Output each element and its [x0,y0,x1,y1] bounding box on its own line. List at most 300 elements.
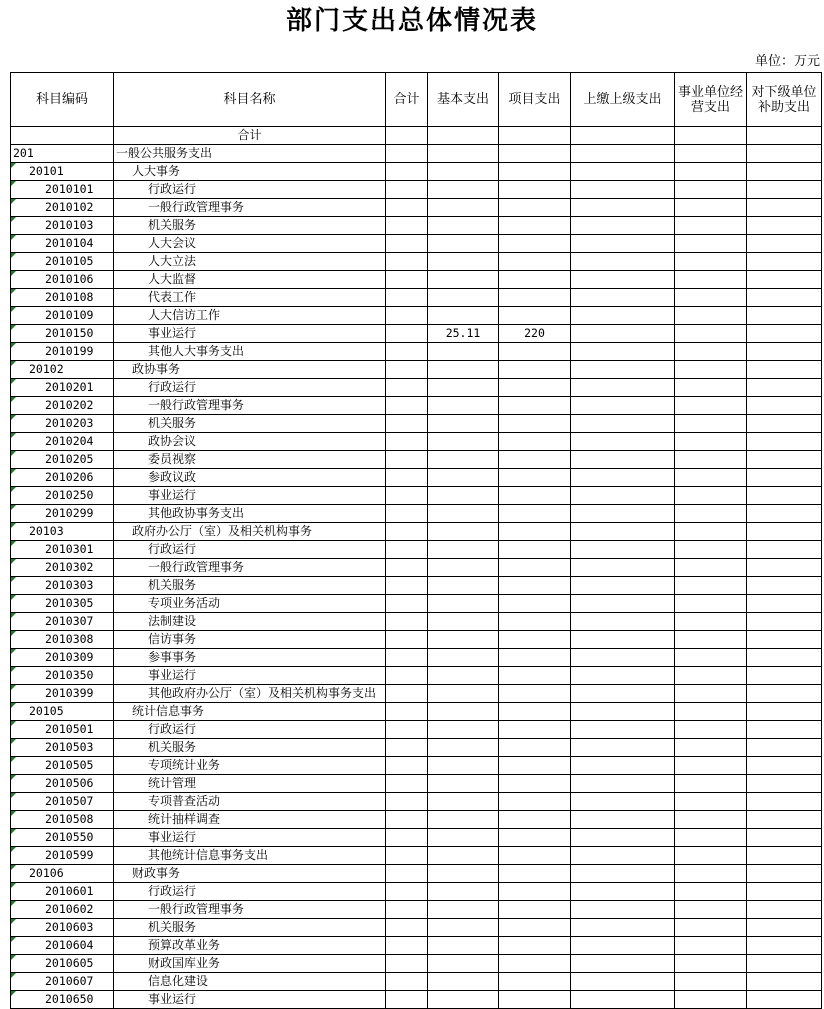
row-project [499,235,571,253]
table-row [11,289,822,307]
row-basic [428,487,499,505]
row-business [675,757,747,775]
row-name: 统计信息事务 [114,703,386,721]
row-business [675,793,747,811]
row-project [499,397,571,415]
row-total [386,775,428,793]
row-project [499,703,571,721]
row-project [499,919,571,937]
row-upper [571,991,675,1009]
row-name: 专项业务活动 [114,595,386,613]
header-business: 事业单位经营支出 [675,73,747,127]
row-code: 2010604 [11,937,114,955]
row-basic: 25.11 [428,325,499,343]
row-total [386,145,428,163]
row-business [675,451,747,469]
row-business [675,703,747,721]
table-row [11,685,822,703]
row-subsidy [747,721,822,739]
row-code: 2010305 [11,595,114,613]
row-total [386,631,428,649]
row-project [499,487,571,505]
row-name: 人大立法 [114,253,386,271]
table-row [11,433,822,451]
row-code: 2010302 [11,559,114,577]
row-total [386,919,428,937]
row-name: 参政议政 [114,469,386,487]
row-basic [428,973,499,991]
row-code: 2010603 [11,919,114,937]
row-code: 2010503 [11,739,114,757]
row-total [386,271,428,289]
row-subsidy [747,253,822,271]
row-basic [428,865,499,883]
table-row [11,829,822,847]
row-basic [428,289,499,307]
row-subsidy [747,685,822,703]
row-subsidy [747,991,822,1009]
row-code: 20105 [11,703,114,721]
row-code: 2010507 [11,793,114,811]
row-business [675,397,747,415]
row-name: 人大信访工作 [114,307,386,325]
row-project [499,217,571,235]
row-name: 法制建设 [114,613,386,631]
table-row [11,217,822,235]
row-total [386,901,428,919]
row-total [386,451,428,469]
row-code: 2010203 [11,415,114,433]
row-business [675,613,747,631]
row-total [386,955,428,973]
header-name: 科目名称 [114,73,386,127]
row-total [386,379,428,397]
row-project [499,271,571,289]
row-subsidy [747,145,822,163]
row-name: 委员视察 [114,451,386,469]
row-code: 2010150 [11,325,114,343]
row-business [675,577,747,595]
row-business [675,631,747,649]
table-row [11,343,822,361]
row-business [675,739,747,757]
row-business [675,811,747,829]
row-upper [571,343,675,361]
row-subsidy [747,469,822,487]
row-code: 2010301 [11,541,114,559]
row-basic [428,793,499,811]
row-code: 2010309 [11,649,114,667]
row-code: 2010201 [11,379,114,397]
row-basic [428,955,499,973]
row-name: 行政运行 [114,883,386,901]
row-upper [571,847,675,865]
row-subsidy [747,829,822,847]
row-name: 事业运行 [114,325,386,343]
table-row [11,379,822,397]
row-subsidy [747,433,822,451]
header-code: 科目编码 [11,73,114,127]
row-basic [428,145,499,163]
row-total [386,793,428,811]
row-business [675,541,747,559]
row-basic [428,523,499,541]
table-row [11,721,822,739]
row-total [386,325,428,343]
row-total [386,937,428,955]
row-business [675,721,747,739]
row-basic [428,271,499,289]
row-business [675,433,747,451]
row-subsidy [747,631,822,649]
row-upper [571,217,675,235]
table-row [11,811,822,829]
row-project [499,541,571,559]
row-subsidy [747,217,822,235]
row-upper [571,289,675,307]
row-total [386,415,428,433]
row-total [386,505,428,523]
row-code: 2010199 [11,343,114,361]
row-business [675,595,747,613]
row-basic [428,757,499,775]
row-total [386,469,428,487]
row-name: 机关服务 [114,577,386,595]
row-subsidy [747,379,822,397]
row-business [675,919,747,937]
row-subsidy [747,937,822,955]
row-subsidy [747,649,822,667]
row-code: 2010102 [11,199,114,217]
row-project [499,685,571,703]
row-code: 2010602 [11,901,114,919]
table-row [11,559,822,577]
row-business [675,973,747,991]
row-total [386,487,428,505]
row-subsidy [747,289,822,307]
row-subsidy [747,181,822,199]
row-name: 机关服务 [114,217,386,235]
row-basic [428,577,499,595]
total-subsidy-cell [747,127,822,145]
table-row [11,505,822,523]
row-upper [571,775,675,793]
table-row [11,667,822,685]
row-name: 政协会议 [114,433,386,451]
header-total: 合计 [386,73,428,127]
row-code: 2010308 [11,631,114,649]
table-row [11,397,822,415]
row-basic [428,595,499,613]
row-project [499,829,571,847]
row-project: 220 [499,325,571,343]
header-row [11,73,822,127]
table-row [11,577,822,595]
row-total [386,829,428,847]
row-code: 2010103 [11,217,114,235]
row-basic [428,307,499,325]
row-name: 政协事务 [114,361,386,379]
row-name: 机关服务 [114,739,386,757]
row-upper [571,811,675,829]
table-row [11,361,822,379]
row-code: 20101 [11,163,114,181]
row-code: 2010399 [11,685,114,703]
row-business [675,991,747,1009]
row-business [675,523,747,541]
row-total [386,883,428,901]
row-project [499,955,571,973]
row-project [499,991,571,1009]
table-row [11,919,822,937]
row-total [386,739,428,757]
row-code: 2010599 [11,847,114,865]
row-upper [571,271,675,289]
row-subsidy [747,811,822,829]
row-project [499,667,571,685]
row-basic [428,847,499,865]
row-code: 2010299 [11,505,114,523]
row-code: 2010105 [11,253,114,271]
table-row [11,757,822,775]
row-project [499,721,571,739]
row-total [386,541,428,559]
row-upper [571,901,675,919]
row-project [499,145,571,163]
row-upper [571,487,675,505]
row-upper [571,721,675,739]
row-upper [571,361,675,379]
header-basic: 基本支出 [428,73,499,127]
row-subsidy [747,541,822,559]
row-project [499,901,571,919]
row-basic [428,685,499,703]
total-label: 合计 [114,127,386,145]
total-basic-cell [428,127,499,145]
row-code: 2010204 [11,433,114,451]
row-upper [571,757,675,775]
row-business [675,307,747,325]
row-business [675,325,747,343]
row-basic [428,433,499,451]
row-name: 其他人大事务支出 [114,343,386,361]
row-name: 人大会议 [114,235,386,253]
header-upper: 上缴上级支出 [571,73,675,127]
row-upper [571,613,675,631]
row-business [675,937,747,955]
row-business [675,955,747,973]
row-basic [428,235,499,253]
row-subsidy [747,973,822,991]
row-business [675,289,747,307]
row-code: 2010508 [11,811,114,829]
table-row [11,631,822,649]
row-upper [571,739,675,757]
row-project [499,307,571,325]
row-subsidy [747,757,822,775]
row-business [675,217,747,235]
row-name: 事业运行 [114,829,386,847]
table-row [11,415,822,433]
row-project [499,847,571,865]
row-business [675,901,747,919]
table-row [11,937,822,955]
row-basic [428,649,499,667]
row-total [386,721,428,739]
row-project [499,883,571,901]
row-upper [571,235,675,253]
row-basic [428,451,499,469]
unit-label: 单位：万元 [754,54,820,69]
table-row [11,973,822,991]
row-code: 2010101 [11,181,114,199]
row-code: 2010601 [11,883,114,901]
row-business [675,253,747,271]
row-business [675,145,747,163]
row-basic [428,991,499,1009]
row-upper [571,199,675,217]
row-business [675,361,747,379]
table-row [11,847,822,865]
table-row [11,451,822,469]
row-code: 2010506 [11,775,114,793]
row-business [675,775,747,793]
table-row [11,325,822,343]
row-project [499,415,571,433]
row-code: 2010307 [11,613,114,631]
row-basic [428,253,499,271]
table-row [11,253,822,271]
table-row [11,739,822,757]
table-row [11,613,822,631]
row-total [386,685,428,703]
table-row [11,541,822,559]
row-upper [571,397,675,415]
row-total [386,217,428,235]
row-total [386,757,428,775]
row-subsidy [747,271,822,289]
row-total [386,343,428,361]
row-total [386,235,428,253]
row-code: 2010550 [11,829,114,847]
row-subsidy [747,955,822,973]
row-project [499,469,571,487]
row-subsidy [747,199,822,217]
row-code: 2010205 [11,451,114,469]
row-upper [571,865,675,883]
row-subsidy [747,307,822,325]
row-basic [428,901,499,919]
row-subsidy [747,523,822,541]
row-upper [571,433,675,451]
header-project: 项目支出 [499,73,571,127]
row-name: 代表工作 [114,289,386,307]
row-upper [571,919,675,937]
row-upper [571,829,675,847]
row-basic [428,343,499,361]
row-name: 参事事务 [114,649,386,667]
total-project-cell [499,127,571,145]
row-code: 2010202 [11,397,114,415]
row-total [386,523,428,541]
row-total [386,613,428,631]
row-name: 政府办公厅（室）及相关机构事务 [114,523,386,541]
row-subsidy [747,883,822,901]
row-subsidy [747,901,822,919]
row-total [386,397,428,415]
row-subsidy [747,325,822,343]
row-upper [571,703,675,721]
row-total [386,811,428,829]
row-basic [428,829,499,847]
row-total [386,865,428,883]
row-business [675,271,747,289]
row-total [386,199,428,217]
row-subsidy [747,163,822,181]
row-total [386,289,428,307]
row-name: 其他政府办公厅（室）及相关机构事务支出 [114,685,386,703]
row-upper [571,379,675,397]
row-code: 2010350 [11,667,114,685]
row-project [499,505,571,523]
row-upper [571,415,675,433]
table-row [11,649,822,667]
row-code: 2010108 [11,289,114,307]
expenditure-table [10,72,822,1009]
row-total [386,433,428,451]
total-sum-cell [386,127,428,145]
row-basic [428,361,499,379]
row-project [499,433,571,451]
row-project [499,613,571,631]
row-basic [428,199,499,217]
row-upper [571,469,675,487]
row-code: 2010104 [11,235,114,253]
total-business-cell [675,127,747,145]
row-name: 专项统计业务 [114,757,386,775]
row-upper [571,595,675,613]
row-name: 机关服务 [114,415,386,433]
table-row [11,145,822,163]
table-row [11,991,822,1009]
row-basic [428,703,499,721]
table-row [11,775,822,793]
row-business [675,415,747,433]
row-business [675,469,747,487]
total-row [11,127,822,145]
row-name: 事业运行 [114,667,386,685]
row-business [675,649,747,667]
row-name: 事业运行 [114,991,386,1009]
row-code: 2010607 [11,973,114,991]
row-basic [428,613,499,631]
row-name: 人大监督 [114,271,386,289]
table-row [11,199,822,217]
row-project [499,973,571,991]
row-name: 其他政协事务支出 [114,505,386,523]
row-name: 机关服务 [114,919,386,937]
row-name: 人大事务 [114,163,386,181]
table-row [11,883,822,901]
row-name: 统计管理 [114,775,386,793]
row-project [499,631,571,649]
row-name: 信访事务 [114,631,386,649]
row-total [386,181,428,199]
row-business [675,379,747,397]
row-name: 专项普查活动 [114,793,386,811]
row-basic [428,541,499,559]
row-subsidy [747,739,822,757]
